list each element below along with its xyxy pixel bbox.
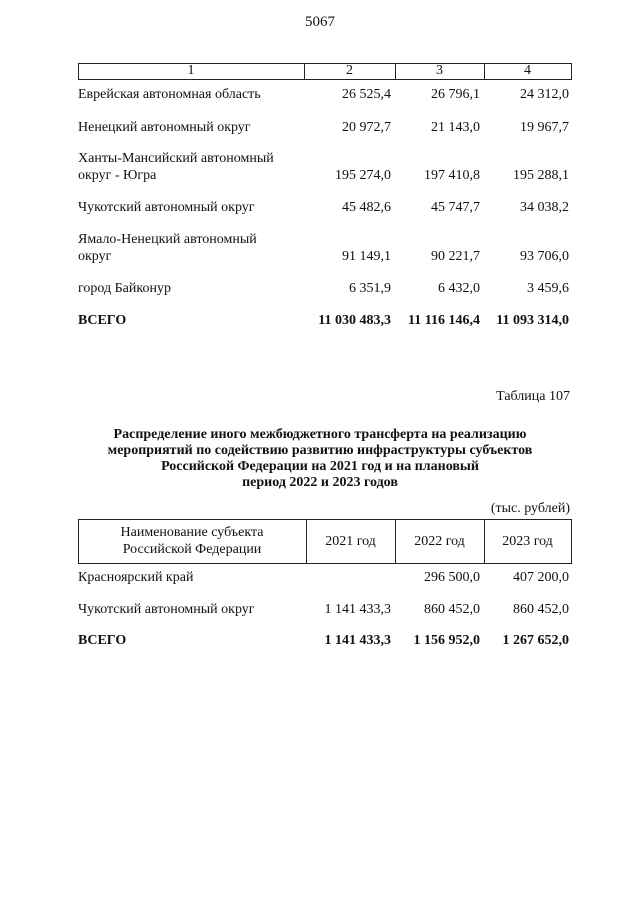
table1-cell: 45 747,7 — [431, 200, 480, 215]
units-note: (тыс. рублей) — [490, 501, 570, 516]
table2-header-name — [78, 519, 306, 563]
table2-col-divider — [571, 519, 572, 563]
table1-row-name: Ненецкий автономный округ — [78, 120, 251, 135]
table1-row-name: Ханты-Мансийский автономный — [78, 151, 274, 166]
table1-header-bottom-border — [78, 79, 572, 80]
table2-header-year: 2022 год — [414, 533, 465, 549]
table1-cell: 90 221,7 — [431, 249, 480, 264]
table1-row-name-continued: округ — [78, 249, 112, 264]
table2-cell: 407 200,0 — [513, 570, 569, 585]
table1-cell: 21 143,0 — [431, 120, 480, 135]
table-label: Таблица 107 — [496, 389, 570, 404]
table2-header-bottom-border — [78, 563, 572, 564]
table2-total-cell: 1 141 433,3 — [324, 633, 391, 648]
table-title-line: Распределение иного межбюджетного трансферта на реализацию — [113, 427, 527, 442]
table2-total-label: ВСЕГО — [78, 633, 127, 648]
table-title-line: мероприятий по содействию развитию инфраструктуры субъектов — [107, 443, 533, 458]
table1-row-name: Ямало-Ненецкий автономный — [78, 232, 257, 247]
table1-total-cell: 11 116 146,4 — [408, 313, 480, 328]
table1-cell: 195 288,1 — [513, 168, 569, 183]
table1-cell: 45 482,6 — [342, 200, 391, 215]
table2-header-year: 2021 год — [325, 533, 376, 549]
table2-cell: 860 452,0 — [513, 602, 569, 617]
table1-cell: 26 796,1 — [431, 87, 480, 102]
table1-cell: 195 274,0 — [335, 168, 391, 183]
table2-row-name: Чукотский автономный округ — [78, 602, 255, 617]
table1-total-cell: 11 093 314,0 — [496, 313, 569, 328]
table1-row-name: город Байконур — [78, 281, 171, 296]
table1-row-name-continued: округ - Югра — [78, 168, 157, 183]
table1-cell: 26 525,4 — [342, 87, 391, 102]
table1-total-cell: 11 030 483,3 — [318, 313, 391, 328]
table1-row-name: Еврейская автономная область — [78, 87, 261, 102]
table1-cell: 197 410,8 — [424, 168, 480, 183]
table1-cell: 20 972,7 — [342, 120, 391, 135]
table1-cell: 91 149,1 — [342, 249, 391, 264]
table1-cell: 6 432,0 — [438, 281, 480, 296]
table1-cell: 24 312,0 — [520, 87, 569, 102]
table-title-line: Российской Федерации на 2021 год и на плановый — [161, 459, 479, 474]
table2-total-cell: 1 156 952,0 — [413, 633, 480, 648]
table1-cell: 93 706,0 — [520, 249, 569, 264]
table2-header-name-line: Российской Федерации — [122, 542, 262, 557]
page-number: 5067 — [305, 14, 335, 30]
table1-total-label: ВСЕГО — [78, 313, 127, 328]
table2-cell: 1 141 433,3 — [324, 602, 391, 617]
table2-cell: 296 500,0 — [424, 570, 480, 585]
table-title-line: период 2022 и 2023 годов — [242, 475, 398, 490]
table1-cell: 6 351,9 — [349, 281, 391, 296]
table1-col-divider — [571, 63, 572, 79]
table1-cell: 19 967,7 — [520, 120, 569, 135]
table1-cell: 34 038,2 — [520, 200, 569, 215]
table1-header-col-2: 2 — [346, 63, 353, 78]
table2-header-name-line: Наименование субъекта — [120, 525, 264, 540]
table2-total-cell: 1 267 652,0 — [502, 633, 569, 648]
table1-header-col-1: 1 — [187, 63, 195, 78]
table1-cell: 3 459,6 — [527, 281, 569, 296]
table2-row-name: Красноярский край — [78, 570, 194, 585]
table2-cell: 860 452,0 — [424, 602, 480, 617]
table1-header-col-4: 4 — [524, 63, 531, 78]
table1-row-name: Чукотский автономный округ — [78, 200, 255, 215]
table2-header-year: 2023 год — [502, 533, 553, 549]
table1-header-col-3: 3 — [436, 63, 443, 78]
